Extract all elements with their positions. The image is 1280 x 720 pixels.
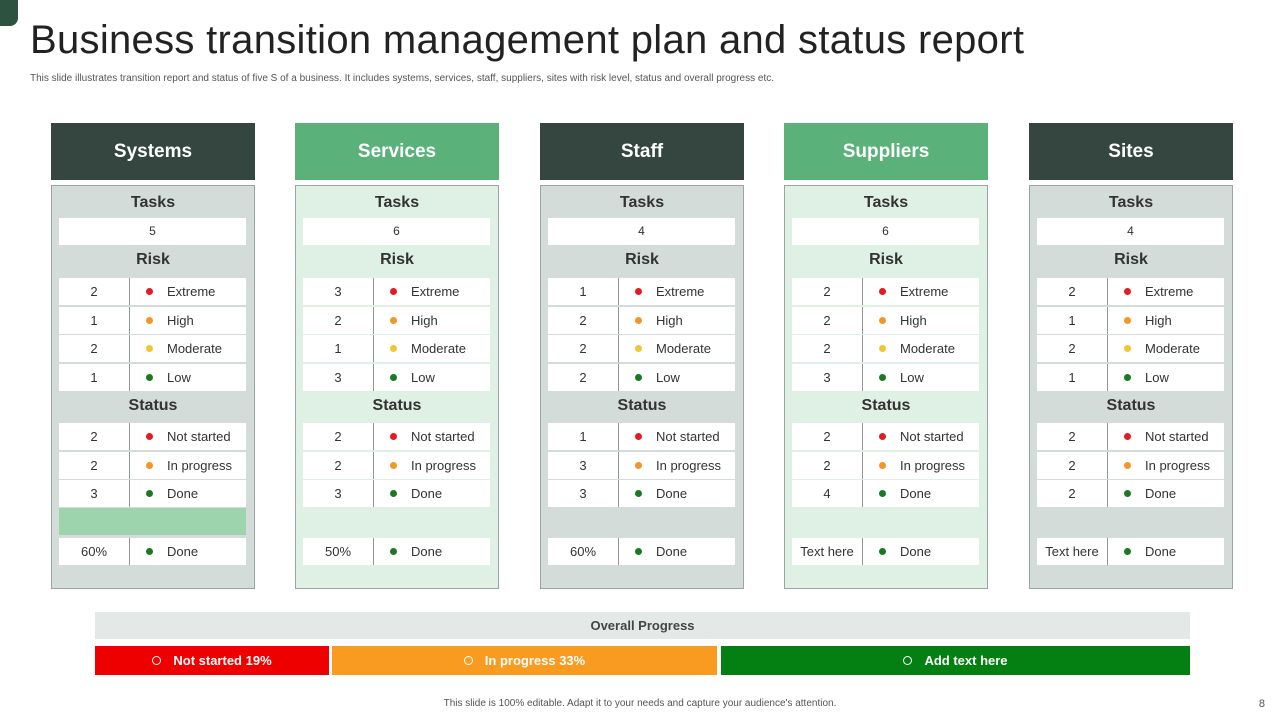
risk-row-extreme-count: 2 [1037,278,1108,305]
risk-row-low-text: Low [900,370,924,385]
column-header: Staff [540,123,744,180]
column-staff [540,123,744,559]
risk-row-extreme-label [130,278,246,305]
status-row-not-started [548,423,735,450]
status-dot-icon [146,374,153,381]
status-row-in-progress-text: In progress [167,458,233,473]
risk-row-low [303,364,490,391]
risk-row-moderate-label [130,335,246,362]
risk-row-low-label [619,364,735,391]
risk-row-low-count: 3 [792,364,863,391]
risk-label: Risk [869,251,903,268]
page-title: Business transition management plan and status report [30,18,1025,62]
status-row-not-started-label [374,423,490,450]
status-row-not-started-count: 2 [792,423,863,450]
risk-row-extreme-label [1108,278,1224,305]
risk-label: Risk [380,251,414,268]
status-row-done-text: Done [1145,486,1177,501]
risk-row-moderate-text: Moderate [656,341,711,356]
risk-row-high [1037,307,1224,334]
progress-row-label [1108,538,1224,565]
page-number: 8 [1258,698,1265,710]
risk-row-high [303,307,490,334]
tasks-label: Tasks [1108,194,1154,211]
status-dot-icon [146,462,153,469]
status-row-in-progress-text: In progress [411,458,477,473]
status-dot-icon [635,462,642,469]
status-row-done-count: 3 [548,480,619,507]
status-row-not-started [303,423,490,450]
status-label: Status [128,397,178,414]
status-dot-icon [635,548,642,555]
progress-row-label [619,538,735,565]
column-body [540,185,744,589]
progress-row-count: 60% [548,538,619,565]
corner-accent [0,0,18,26]
status-row-done-label [863,480,979,507]
status-row-in-progress [548,452,735,479]
status-dot-icon [879,288,886,295]
progress-row [548,538,735,565]
risk-row-extreme [792,278,979,305]
status-row-in-progress-text: In progress [900,458,966,473]
risk-row-high-text: High [411,313,438,328]
status-row-done-label [374,480,490,507]
status-row-in-progress-label [863,452,979,479]
progress-row-count: Text here [792,538,863,565]
status-row-in-progress [792,452,979,479]
risk-row-moderate-text: Moderate [167,341,222,356]
column-header: Sites [1029,123,1233,180]
status-row-done-count: 2 [1037,480,1108,507]
risk-row-extreme [303,278,490,305]
overall-progress-label: Overall Progress [95,612,1190,639]
status-row-done-label [1108,480,1224,507]
status-row-done-text: Done [411,486,443,501]
progress-row [303,538,490,565]
status-row-not-started-count: 1 [548,423,619,450]
risk-row-moderate-label [619,335,735,362]
status-row-not-started-text: Not started [167,429,231,444]
status-row-done [792,480,979,507]
status-dot-icon [1124,433,1131,440]
risk-row-high-label [374,307,490,334]
column-body [784,185,988,589]
status-row-in-progress [303,452,490,479]
status-dot-icon [1124,462,1131,469]
progress-segment-label: Not started 19% [173,653,272,668]
risk-row-extreme-count: 2 [792,278,863,305]
status-row-in-progress-label [619,452,735,479]
risk-row-moderate-count: 2 [792,335,863,362]
status-dot-icon [1124,490,1131,497]
status-dot-icon [146,317,153,324]
risk-row-high-label [619,307,735,334]
risk-row-moderate-text: Moderate [411,341,466,356]
status-dot-icon [879,490,886,497]
status-dot-icon [390,374,397,381]
status-row-done [548,480,735,507]
progress-segment-not-started [95,646,329,675]
risk-row-high-count: 1 [59,307,130,334]
status-row-not-started-count: 2 [59,423,130,450]
tasks-count: 4 [548,218,735,245]
progress-row-count: 60% [59,538,130,565]
circle-icon [464,656,473,665]
status-row-not-started-label [1108,423,1224,450]
status-row-done [1037,480,1224,507]
status-row-in-progress [59,452,246,479]
tasks-label: Tasks [374,194,420,211]
status-dot-icon [1124,374,1131,381]
status-row-in-progress-text: In progress [1145,458,1211,473]
risk-row-high-text: High [656,313,683,328]
status-row-done-text: Done [167,486,199,501]
status-row-done-count: 4 [792,480,863,507]
risk-row-high-text: High [900,313,927,328]
risk-row-moderate-count: 2 [1037,335,1108,362]
status-dot-icon [879,345,886,352]
column-header: Systems [51,123,255,180]
status-dot-icon [146,288,153,295]
tasks-label: Tasks [863,194,909,211]
tasks-label: Tasks [619,194,665,211]
progress-row-label [130,538,246,565]
risk-row-extreme-text: Extreme [411,284,460,299]
status-row-done-label [619,480,735,507]
status-row-not-started-text: Not started [411,429,475,444]
tasks-count: 4 [1037,218,1224,245]
status-dot-icon [1124,548,1131,555]
status-row-not-started-label [863,423,979,450]
risk-row-extreme-count: 2 [59,278,130,305]
status-row-not-started-count: 2 [1037,423,1108,450]
risk-row-moderate-text: Moderate [900,341,955,356]
status-row-not-started-text: Not started [900,429,964,444]
circle-icon [903,656,912,665]
column-header: Suppliers [784,123,988,180]
status-row-in-progress [1037,452,1224,479]
risk-row-extreme-text: Extreme [656,284,705,299]
status-label: Status [617,397,667,414]
status-dot-icon [390,317,397,324]
column-sites [1029,123,1233,559]
status-dot-icon [390,345,397,352]
progress-row-text: Done [1145,544,1177,559]
risk-row-moderate [59,335,246,362]
progress-row-count: 50% [303,538,374,565]
risk-row-high-count: 1 [1037,307,1108,334]
risk-label: Risk [1114,251,1148,268]
status-row-in-progress-text: In progress [656,458,722,473]
column-header: Services [295,123,499,180]
risk-row-low [1037,364,1224,391]
risk-row-low-count: 1 [1037,364,1108,391]
column-suppliers [784,123,988,559]
status-row-in-progress-label [130,452,246,479]
risk-row-low [59,364,246,391]
risk-row-moderate [792,335,979,362]
footer-note: This slide is 100% editable. Adapt it to your needs and capture your audience's attention. [443,698,837,709]
tasks-count: 6 [303,218,490,245]
risk-row-high-label [130,307,246,334]
status-row-in-progress-count: 2 [303,452,374,479]
status-dot-icon [1124,288,1131,295]
risk-label: Risk [136,251,170,268]
status-dot-icon [635,345,642,352]
progress-segment-in-progress [332,646,717,675]
progress-row [1037,538,1224,565]
risk-row-high [548,307,735,334]
status-row-done-text: Done [900,486,932,501]
status-row-done-text: Done [656,486,688,501]
column-systems [51,123,255,559]
status-dot-icon [146,345,153,352]
risk-row-moderate-label [374,335,490,362]
status-row-not-started-count: 2 [303,423,374,450]
tasks-label: Tasks [130,194,176,211]
status-row-done-count: 3 [303,480,374,507]
circle-icon [152,656,161,665]
risk-row-high [59,307,246,334]
status-dot-icon [390,462,397,469]
progress-segment-label: In progress 33% [484,653,586,668]
risk-row-extreme [59,278,246,305]
status-dot-icon [879,374,886,381]
status-row-in-progress-count: 3 [548,452,619,479]
risk-row-moderate-text: Moderate [1145,341,1200,356]
progress-row-count: Text here [1037,538,1108,565]
risk-row-high-label [863,307,979,334]
risk-row-moderate-label [1108,335,1224,362]
progress-row-label [863,538,979,565]
risk-row-high-text: High [167,313,194,328]
status-dot-icon [879,462,886,469]
status-label: Status [861,397,911,414]
status-dot-icon [635,490,642,497]
risk-row-low-label [863,364,979,391]
status-dot-icon [1124,345,1131,352]
status-row-in-progress-label [1108,452,1224,479]
column-services [295,123,499,559]
progress-row-text: Done [167,544,199,559]
risk-row-high-count: 2 [303,307,374,334]
progress-row-text: Done [411,544,443,559]
risk-row-low-label [130,364,246,391]
risk-row-low-text: Low [167,370,191,385]
status-dot-icon [390,548,397,555]
risk-row-extreme [548,278,735,305]
status-row-in-progress-count: 2 [792,452,863,479]
status-row-not-started [59,423,246,450]
risk-row-low-label [1108,364,1224,391]
risk-row-moderate-count: 2 [59,335,130,362]
tasks-count: 5 [59,218,246,245]
risk-row-extreme-count: 1 [548,278,619,305]
tasks-count: 6 [792,218,979,245]
status-row-done [59,480,246,507]
risk-row-extreme-text: Extreme [167,284,216,299]
risk-row-low-text: Low [656,370,680,385]
risk-row-high-label [1108,307,1224,334]
column-body [1029,185,1233,589]
status-row-not-started-label [619,423,735,450]
status-dot-icon [146,433,153,440]
progress-row-text: Done [900,544,932,559]
status-label: Status [1106,397,1156,414]
progress-row [59,538,246,565]
risk-row-moderate [548,335,735,362]
risk-row-moderate [303,335,490,362]
risk-row-extreme-text: Extreme [1145,284,1194,299]
risk-row-extreme-count: 3 [303,278,374,305]
progress-row-text: Done [656,544,688,559]
column-body [295,185,499,589]
risk-label: Risk [625,251,659,268]
status-dot-icon [635,317,642,324]
risk-row-moderate-label [863,335,979,362]
status-row-done-count: 3 [59,480,130,507]
status-row-in-progress-label [374,452,490,479]
risk-row-high-text: High [1145,313,1172,328]
status-row-not-started-text: Not started [1145,429,1209,444]
progress-row [792,538,979,565]
risk-row-extreme-label [374,278,490,305]
risk-row-extreme-label [619,278,735,305]
risk-row-high-count: 2 [548,307,619,334]
status-label: Status [372,397,422,414]
progress-segment-label: Add text here [924,653,1008,668]
risk-row-moderate-count: 1 [303,335,374,362]
status-dot-icon [146,490,153,497]
risk-row-low-count: 2 [548,364,619,391]
risk-row-low-text: Low [1145,370,1169,385]
status-dot-icon [146,548,153,555]
risk-row-extreme [1037,278,1224,305]
risk-row-low [548,364,735,391]
status-row-done [303,480,490,507]
risk-row-moderate [1037,335,1224,362]
page-subtitle: This slide illustrates transition report and status of five S of a business. It includes systems, services, staff, suppliers, sites with risk level, status and overall progress etc. [30,73,775,84]
status-dot-icon [879,433,886,440]
risk-row-low-text: Low [411,370,435,385]
status-dot-icon [390,288,397,295]
status-row-not-started-label [130,423,246,450]
status-dot-icon [635,288,642,295]
risk-row-extreme-text: Extreme [900,284,949,299]
status-row-in-progress-count: 2 [1037,452,1108,479]
status-dot-icon [390,433,397,440]
risk-row-moderate-count: 2 [548,335,619,362]
status-row-not-started [792,423,979,450]
risk-row-low [792,364,979,391]
progress-segment-done [721,646,1190,675]
progress-row-label [374,538,490,565]
risk-row-high-count: 2 [792,307,863,334]
risk-row-extreme-label [863,278,979,305]
status-dot-icon [390,490,397,497]
status-row-not-started-text: Not started [656,429,720,444]
status-dot-icon [1124,317,1131,324]
risk-row-low-count: 3 [303,364,374,391]
status-dot-icon [879,548,886,555]
risk-row-low-count: 1 [59,364,130,391]
column-body [51,185,255,589]
status-dot-icon [635,433,642,440]
status-row-done-label [130,480,246,507]
progress-highlight [59,508,246,535]
risk-row-low-label [374,364,490,391]
status-row-not-started [1037,423,1224,450]
status-dot-icon [635,374,642,381]
status-row-in-progress-count: 2 [59,452,130,479]
status-dot-icon [879,317,886,324]
risk-row-high [792,307,979,334]
